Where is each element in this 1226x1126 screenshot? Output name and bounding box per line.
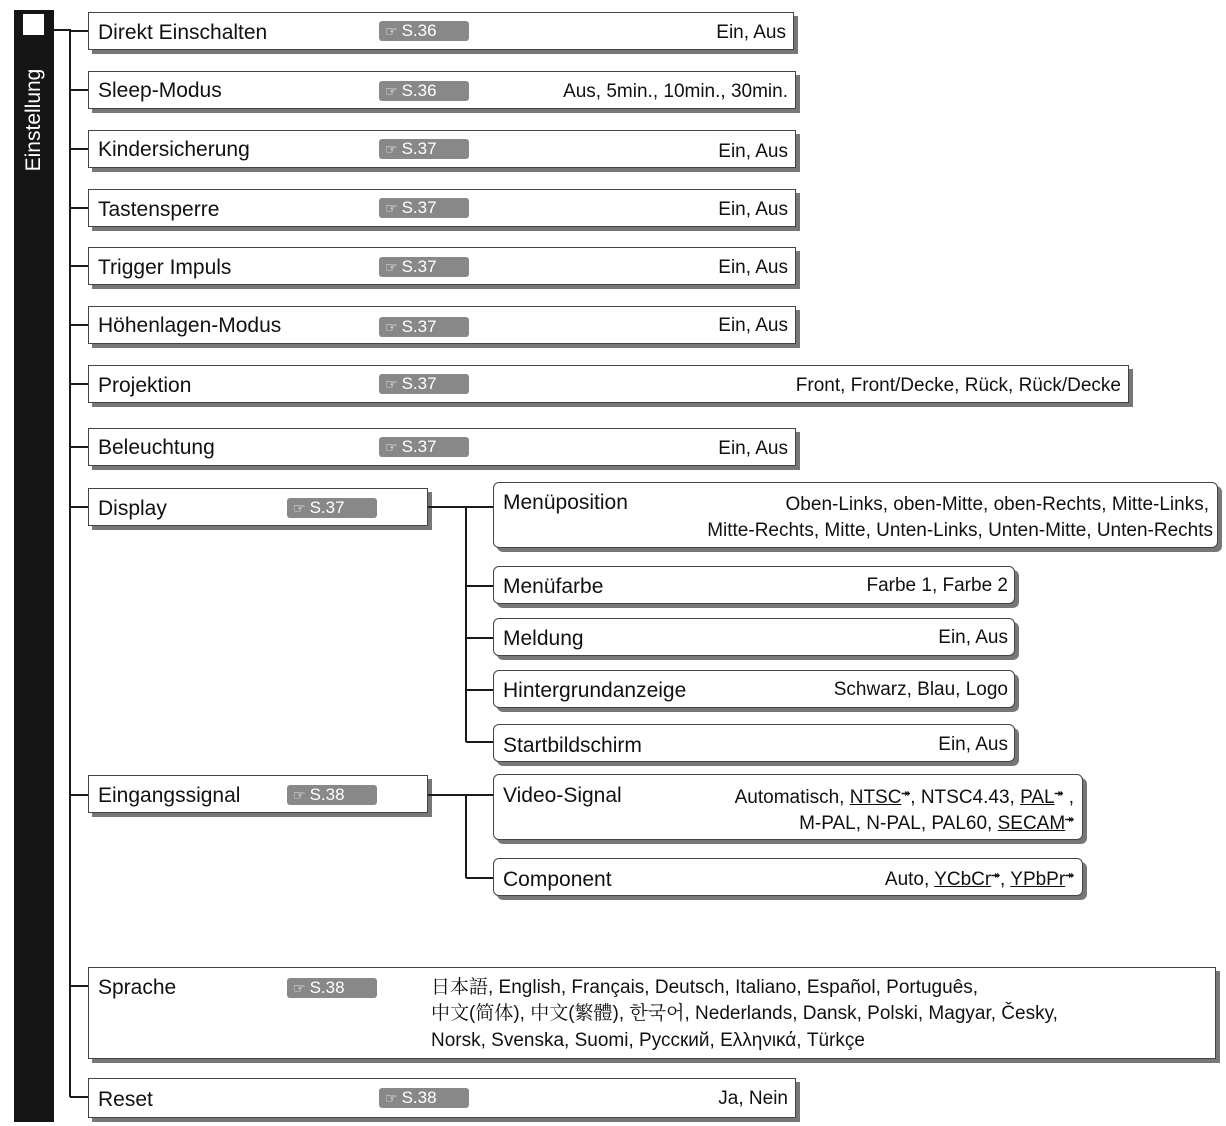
item-label: Direkt Einschalten (98, 21, 268, 44)
branch-line (70, 1096, 89, 1098)
sub-branch-line (466, 794, 494, 796)
branch-line (70, 383, 89, 385)
item-options-line-1: 日本語, English, Français, Deutsch, Italiano, Español, Português, (431, 977, 979, 998)
double-arrow-icon: ⯮ (1065, 869, 1074, 881)
sub-trunk (465, 506, 467, 742)
glossary-term-ycbcr[interactable]: YCbCr (934, 869, 992, 890)
item-options: Ein, Aus (716, 22, 786, 43)
page-ref-badge: ☞ S.38 (287, 785, 377, 805)
double-arrow-icon: ⯮ (991, 869, 1001, 881)
item-options-line-2: M-PAL, N-PAL, PAL60, SECAM⯮ (799, 813, 1074, 834)
pointing-hand-icon: ☞ (385, 259, 398, 275)
item-options-line-2: 中文(简体), 中文(繁體), 한국어, Nederlands, Dansk, Polski, Magyar, Česky, (431, 1003, 1058, 1024)
menu-item-kindersicherung[interactable] (88, 130, 796, 168)
submenu-item-menuposition[interactable] (493, 482, 1218, 548)
page-ref-badge: ☞ S.38 (379, 1088, 469, 1108)
item-label: Sprache (98, 976, 177, 999)
pointing-hand-icon: ☞ (385, 83, 398, 99)
item-options-line-3: Norsk, Svenska, Suomi, Русский, Ελληνικά, Türkçe (431, 1030, 865, 1051)
double-arrow-icon: ⯮ (1065, 813, 1074, 825)
page-ref-badge: ☞ S.36 (379, 21, 469, 41)
item-label: Sleep-Modus (98, 79, 222, 102)
pointing-hand-icon: ☞ (385, 319, 398, 335)
item-options: Ein, Aus (718, 199, 788, 220)
page-ref-badge: ☞ S.37 (379, 437, 469, 457)
item-options: Ein, Aus (938, 734, 1008, 755)
item-options: Ein, Aus (718, 141, 788, 162)
item-label: Video-Signal (503, 784, 622, 807)
branch-line (70, 506, 89, 508)
page-ref-badge: ☞ S.37 (287, 498, 377, 518)
item-options: Aus, 5min., 10min., 30min. (563, 81, 788, 102)
menu-item-display[interactable] (88, 488, 428, 526)
item-label: Projektion (98, 374, 192, 397)
item-options: Farbe 1, Farbe 2 (866, 575, 1008, 596)
branch-line (70, 89, 89, 91)
menu-item-tastensperre[interactable] (88, 189, 796, 227)
branch-line (70, 324, 89, 326)
sub-branch-line (466, 637, 494, 639)
item-label: Kindersicherung (98, 138, 250, 161)
branch-line (70, 30, 89, 32)
item-label: Trigger Impuls (98, 256, 232, 279)
sub-connector (428, 506, 466, 508)
item-options: Ein, Aus (938, 627, 1008, 648)
item-options: Front, Front/Decke, Rück, Rück/Decke (795, 375, 1121, 396)
page-ref-badge: ☞ S.37 (379, 317, 469, 337)
sub-branch-line (466, 741, 494, 743)
pointing-hand-icon: ☞ (385, 376, 398, 392)
menu-item-sprache[interactable] (88, 967, 1216, 1059)
pointing-hand-icon: ☞ (293, 787, 306, 803)
sub-connector (428, 794, 466, 796)
branch-line (70, 265, 89, 267)
item-options: Ein, Aus (718, 257, 788, 278)
item-options-line-1: Oben-Links, oben-Mitte, oben-Rechts, Mitte-Links, (785, 494, 1209, 515)
item-label: Tastensperre (98, 198, 220, 221)
item-label: Höhenlagen-Modus (98, 314, 282, 337)
item-options: Ein, Aus (718, 438, 788, 459)
sub-trunk (465, 794, 467, 878)
page-ref-badge: ☞ S.37 (379, 374, 469, 394)
item-options: Ja, Nein (718, 1088, 788, 1109)
menu-item-sleep-modus[interactable] (88, 71, 796, 109)
submenu-item-startbildschirm[interactable] (493, 724, 1015, 762)
sub-branch-line (466, 585, 494, 587)
page-ref-badge: ☞ S.36 (379, 81, 469, 101)
item-label: Display (98, 497, 167, 520)
item-options: Auto, YCbCr⯮, YPbPr⯮ (884, 869, 1074, 890)
page-ref-badge: ☞ S.37 (379, 257, 469, 277)
submenu-item-meldung[interactable] (493, 618, 1015, 656)
branch-line (70, 446, 89, 448)
submenu-item-menuefarbe[interactable] (493, 566, 1015, 604)
item-label: Menüfarbe (503, 575, 604, 598)
page-ref-badge: ☞ S.37 (379, 198, 469, 218)
branch-line (70, 207, 89, 209)
sub-branch-line (466, 877, 494, 879)
menu-item-hoehenlagen-modus[interactable] (88, 306, 796, 344)
menu-sidebar (14, 10, 54, 1122)
menu-item-beleuchtung[interactable] (88, 428, 796, 466)
item-label: Hintergrundanzeige (503, 679, 687, 702)
page-ref-badge: ☞ S.37 (379, 139, 469, 159)
pointing-hand-icon: ☞ (385, 439, 398, 455)
item-label: Component (503, 868, 612, 891)
item-label: Eingangssignal (98, 784, 241, 807)
submenu-item-video-signal[interactable] (493, 774, 1083, 840)
menu-title: Einstellung (22, 68, 45, 172)
double-arrow-icon: ⯮ (901, 787, 911, 799)
menu-item-trigger-impuls[interactable] (88, 247, 796, 285)
item-label: Meldung (503, 627, 584, 650)
tree-connector (54, 29, 70, 31)
tree-trunk (69, 29, 71, 1097)
double-arrow-icon: ⯮ (1054, 787, 1064, 799)
glossary-term-ntsc[interactable]: NTSC (849, 787, 902, 808)
item-label: Startbildschirm (503, 734, 642, 757)
branch-line (70, 794, 89, 796)
pointing-hand-icon: ☞ (385, 23, 398, 39)
pointing-hand-icon: ☞ (293, 500, 306, 516)
item-label: Beleuchtung (98, 436, 215, 459)
menu-square-icon (23, 14, 44, 35)
glossary-term-ypbpr[interactable]: YPbPr (1010, 869, 1066, 890)
submenu-item-hintergrundanzeige[interactable] (493, 670, 1015, 708)
sub-branch-line (466, 506, 494, 508)
glossary-term-pal[interactable]: PAL (1020, 787, 1055, 808)
branch-line (70, 985, 89, 987)
item-label: Reset (98, 1088, 153, 1111)
branch-line (70, 148, 89, 150)
glossary-term-secam[interactable]: SECAM (997, 813, 1066, 834)
item-options-line-2: Mitte-Rechts, Mitte, Unten-Links, Unten-Mitte, Unten-Rechts (707, 520, 1213, 541)
menu-item-eingangssignal[interactable] (88, 775, 428, 813)
menu-item-reset[interactable] (88, 1078, 796, 1118)
item-label: Menüposition (503, 491, 628, 514)
item-options: Schwarz, Blau, Logo (833, 679, 1008, 700)
pointing-hand-icon: ☞ (385, 200, 398, 216)
page-ref-badge: ☞ S.38 (287, 978, 377, 998)
submenu-item-component[interactable] (493, 858, 1083, 896)
pointing-hand-icon: ☞ (385, 1090, 398, 1106)
pointing-hand-icon: ☞ (293, 980, 306, 996)
item-options: Ein, Aus (718, 315, 788, 336)
menu-item-projektion[interactable] (88, 365, 1129, 403)
pointing-hand-icon: ☞ (385, 141, 398, 157)
sub-branch-line (466, 689, 494, 691)
menu-item-direkt-einschalten[interactable] (88, 12, 794, 50)
item-options-line-1: Automatisch, NTSC⯮, NTSC4.43, PAL⯮ , (734, 787, 1074, 808)
